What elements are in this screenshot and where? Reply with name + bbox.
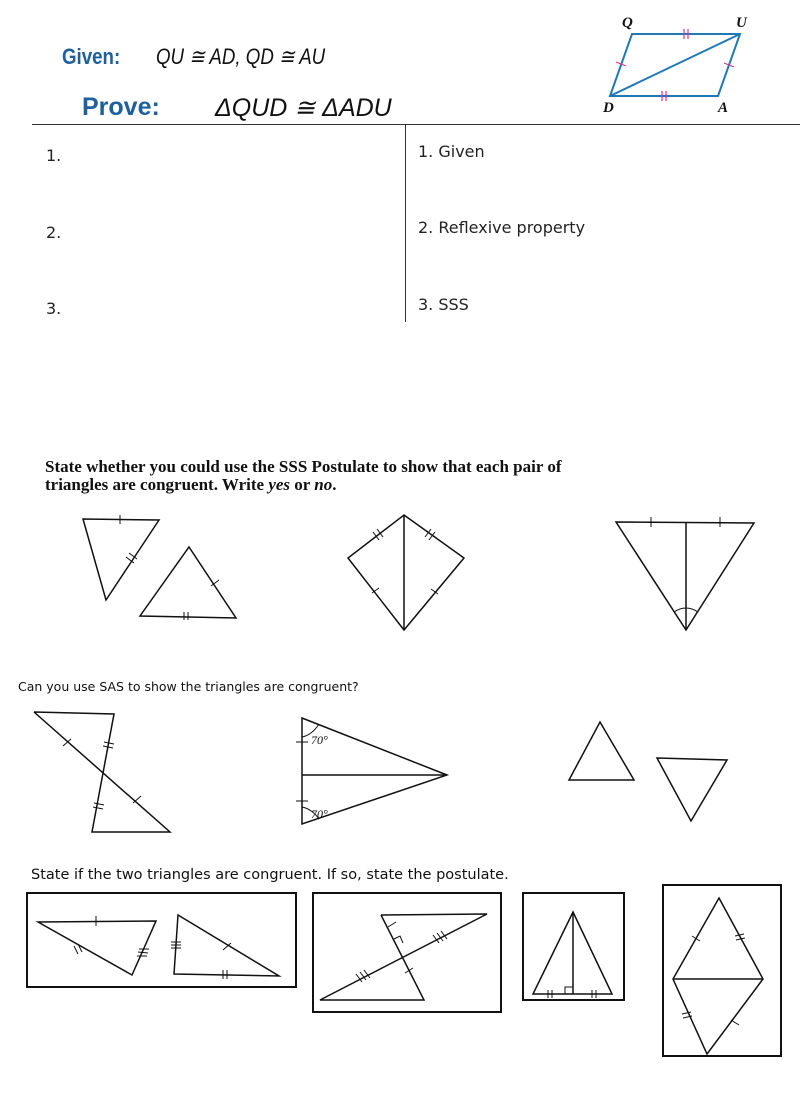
sss-figure-1 — [76, 510, 246, 625]
sss-figure-3 — [612, 514, 758, 636]
given-text: QU ≅ AD, QD ≅ AU — [156, 44, 326, 69]
proof-column-divider — [405, 125, 406, 322]
statement-1: 1. — [46, 146, 62, 165]
vertex-d: D — [603, 100, 614, 116]
sss-yes: yes — [268, 475, 291, 494]
statement-3: 3. — [46, 299, 62, 318]
sas-question: Can you use SAS to show the triangles are congruent? — [18, 679, 359, 694]
angle-label-top: 70° — [311, 733, 328, 747]
sss-or: or — [290, 475, 315, 494]
reason-1: 1. Given — [418, 142, 485, 161]
postulate-figure-4 — [662, 884, 783, 1058]
vertex-u: U — [736, 15, 747, 31]
prove-label: Prove: — [82, 93, 160, 121]
given-label: Given: — [62, 44, 121, 69]
sss-instruction-line2 — [45, 476, 645, 494]
parallelogram-diagram — [590, 10, 760, 120]
sas-figure-1 — [30, 708, 178, 836]
header-divider — [32, 124, 800, 125]
sas-figure-2 — [292, 715, 452, 827]
postulate-figure-1 — [26, 892, 298, 989]
vertex-a: A — [718, 100, 729, 116]
sss-instruction-pre: triangles are congruent. Write — [45, 475, 269, 494]
postulate-figure-2 — [312, 892, 503, 1014]
sss-end: . — [332, 475, 337, 494]
angle-label-bottom: 70° — [311, 807, 328, 821]
sss-figure-2 — [345, 512, 470, 634]
reason-3: 3. SSS — [418, 295, 469, 314]
statement-2: 2. — [46, 223, 62, 242]
sss-instruction-line1: State whether you could use the SSS Postulate to show that each pair of — [45, 457, 562, 476]
reason-2: 2. Reflexive property — [418, 218, 586, 237]
sss-no: no — [314, 475, 333, 494]
postulate-figure-3 — [522, 892, 626, 1002]
sss-instruction — [45, 458, 645, 494]
postulate-instruction: State if the two triangles are congruent. If so, state the postulate. — [31, 867, 509, 883]
vertex-q: Q — [622, 15, 633, 31]
prove-text: ΔQUD ≅ ΔADU — [215, 94, 392, 122]
sas-figure-3 — [564, 716, 732, 824]
